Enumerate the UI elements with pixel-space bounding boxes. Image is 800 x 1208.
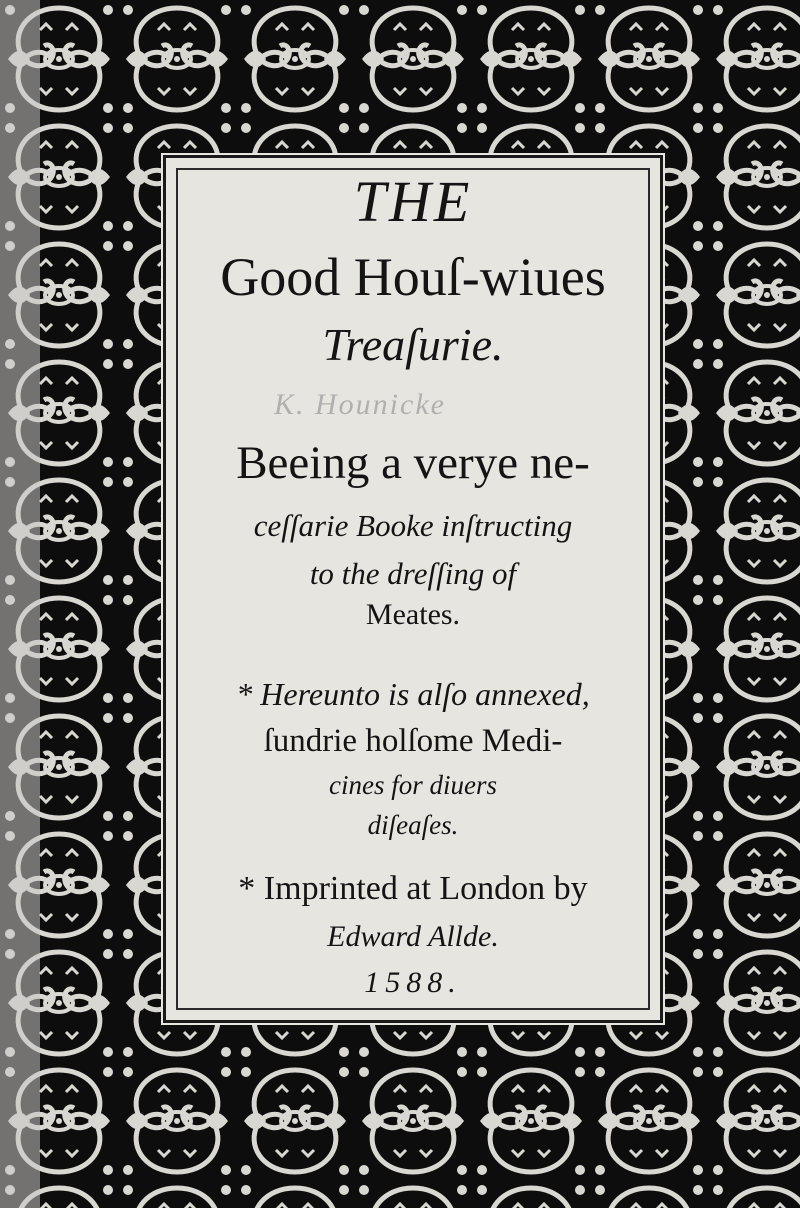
annex-line-3: cines for diuers [329,770,497,800]
subtitle-line-4: Meates. [365,598,461,631]
subtitle-line-3: to the dreſſing of [309,556,517,591]
annex-line-1: * Hereunto is alſo annexed, [236,676,590,712]
library-stamp: K. Hounicke [274,388,446,421]
subtitle-line-2: ceſſarie Booke inſtructing [253,508,573,543]
subtitle-line-1: Beeing a verye ne- [236,437,590,489]
title-the: THE [353,169,473,234]
imprint-line-1: * Imprinted at London by [238,870,588,907]
annex-line-2: ſundrie holſome Medi- [263,723,563,759]
annex-line-4: diſeaſes. [367,810,459,840]
title-main: Good Houſ-wiues [220,247,606,307]
imprint-year: 1588. [364,966,462,999]
imprint-line-2: Edward Allde. [327,920,499,953]
title-panel [163,155,663,1023]
title-treasurie: Treaſurie. [322,319,504,370]
